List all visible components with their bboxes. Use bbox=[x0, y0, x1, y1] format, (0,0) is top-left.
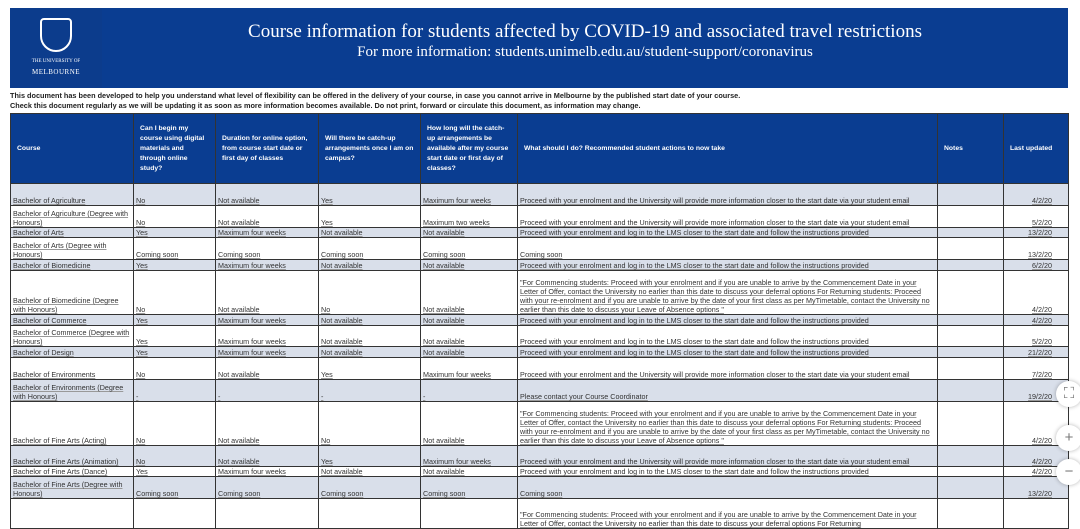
header-last-updated: Last updated bbox=[1004, 114, 1069, 184]
cell-online-study[interactable] bbox=[134, 499, 216, 529]
cell-notes[interactable] bbox=[938, 467, 1004, 477]
table-row bbox=[11, 499, 1069, 529]
cell-notes[interactable] bbox=[938, 260, 1004, 271]
cell-notes[interactable] bbox=[938, 315, 1004, 326]
table-row bbox=[11, 271, 1069, 315]
cell-recommended-action[interactable]: Proceed with your enrolment and log in to the LMS closer to the start date and follow the instructions provided bbox=[518, 260, 938, 271]
cell-catch-up[interactable]: Not available bbox=[319, 228, 421, 238]
cell-catch-up-duration[interactable]: Maximum four weeks bbox=[421, 184, 518, 206]
intro-line: Check this document regularly as we will be updating it as soon as more information becomes available. Do not print, forward or circulate this document, as information may change. bbox=[10, 101, 641, 110]
cell-catch-up-duration[interactable]: Not available bbox=[421, 326, 518, 347]
header-catch-up: Will there be catch-up arrangements once I am on campus? bbox=[319, 114, 421, 184]
header-online-study: Can I begin my course using digital materials and through online study? bbox=[134, 114, 216, 184]
cell-catch-up[interactable] bbox=[319, 499, 421, 529]
cell-online-duration[interactable]: Not available bbox=[216, 271, 319, 315]
logo-line1: THE UNIVERSITY OF bbox=[31, 59, 81, 64]
cell-recommended-action[interactable]: Proceed with your enrolment and the University will provide more information closer to the start date via your student email bbox=[518, 206, 938, 228]
logo-line2: MELBOURNE bbox=[31, 68, 81, 76]
header-notes: Notes bbox=[938, 114, 1004, 184]
zoom-out-button[interactable]: − bbox=[1056, 459, 1080, 485]
cell-catch-up[interactable]: Yes bbox=[319, 446, 421, 467]
table-row bbox=[11, 206, 1069, 228]
document-title: Course information for students affected by COVID-19 and associated travel restrictions bbox=[248, 21, 922, 42]
cell-online-duration[interactable]: Coming soon bbox=[216, 477, 319, 499]
cell-last-updated[interactable] bbox=[1004, 499, 1069, 529]
cell-catch-up-duration[interactable]: Not available bbox=[421, 347, 518, 358]
cell-catch-up-duration[interactable]: Not available bbox=[421, 260, 518, 271]
cell-catch-up[interactable]: - bbox=[319, 380, 421, 402]
cell-notes[interactable] bbox=[938, 206, 1004, 228]
intro-text bbox=[10, 91, 740, 111]
cell-notes[interactable] bbox=[938, 402, 1004, 446]
cell-online-duration[interactable]: - bbox=[216, 380, 319, 402]
cell-course[interactable]: Bachelor of Commerce bbox=[11, 315, 134, 326]
header-banner bbox=[10, 8, 1068, 88]
cell-catch-up[interactable]: Not available bbox=[319, 315, 421, 326]
cell-online-study[interactable]: Yes bbox=[134, 347, 216, 358]
cell-online-duration[interactable]: Maximum four weeks bbox=[216, 228, 319, 238]
cell-last-updated[interactable]: 4/2/20 bbox=[1004, 184, 1069, 206]
cell-catch-up[interactable]: Coming soon bbox=[319, 238, 421, 260]
table-row bbox=[11, 228, 1069, 238]
cell-notes[interactable] bbox=[938, 380, 1004, 402]
cell-catch-up[interactable]: Yes bbox=[319, 206, 421, 228]
cell-online-duration[interactable] bbox=[216, 499, 319, 529]
cell-last-updated[interactable]: 4/2/20 bbox=[1004, 315, 1069, 326]
course-table bbox=[10, 113, 1069, 529]
table-row bbox=[11, 347, 1069, 358]
cell-online-duration[interactable]: Not available bbox=[216, 402, 319, 446]
cell-recommended-action[interactable]: "For Commencing students: Proceed with your enrolment and if you are unable to arrive by the Commencement Date in your Letter of Offer, contact the University no earlier than this date to discuss your deferral options For Returning students: Proceed with your re-enrolment and if you are unable to arrive by the date of your first class as per MyTimetable, contact the University no earlier than this date to discuss your Leave of Absence options " bbox=[518, 402, 938, 446]
cell-recommended-action[interactable]: "For Commencing students: Proceed with your enrolment and if you are unable to arrive by the Commencement Date in your Letter of Offer, contact the University no earlier than this date to discuss your deferral options For Returning bbox=[518, 499, 938, 529]
cell-recommended-action[interactable]: "For Commencing students: Proceed with your enrolment and if you are unable to arrive by the Commencement Date in your Letter of Offer, contact the University no earlier than this date to discuss your deferral options For Returning students: Proceed with your re-enrolment and if you are unable to arrive by the date of your first class as per MyTimetable, contact the University no earlier than this date to discuss your Leave of Absence options " bbox=[518, 271, 938, 315]
cell-notes[interactable] bbox=[938, 358, 1004, 380]
cell-course[interactable]: Bachelor of Biomedicine (Degree with Honours) bbox=[11, 271, 134, 315]
cell-catch-up-duration[interactable]: Not available bbox=[421, 271, 518, 315]
cell-course[interactable]: Bachelor of Arts (Degree with Honours) bbox=[11, 238, 134, 260]
cell-recommended-action[interactable]: Proceed with your enrolment and log in to the LMS closer to the start date and follow the instructions provided bbox=[518, 467, 938, 477]
cell-online-study[interactable]: No bbox=[134, 446, 216, 467]
cell-online-study[interactable]: Yes bbox=[134, 315, 216, 326]
cell-course[interactable]: Bachelor of Biomedicine bbox=[11, 260, 134, 271]
cell-last-updated[interactable]: 5/2/20 bbox=[1004, 206, 1069, 228]
table-row bbox=[11, 467, 1069, 477]
cell-course[interactable]: Bachelor of Agriculture bbox=[11, 184, 134, 206]
table-row bbox=[11, 326, 1069, 347]
cell-online-duration[interactable]: Coming soon bbox=[216, 238, 319, 260]
cell-notes[interactable] bbox=[938, 228, 1004, 238]
document-subtitle: For more information: students.unimelb.edu.au/student-support/coronavirus bbox=[357, 44, 813, 60]
header-course: Course bbox=[11, 114, 134, 184]
cell-last-updated[interactable]: 6/2/20 bbox=[1004, 260, 1069, 271]
cell-catch-up[interactable]: Yes bbox=[319, 184, 421, 206]
cell-catch-up-duration[interactable]: Maximum four weeks bbox=[421, 358, 518, 380]
table-row bbox=[11, 184, 1069, 206]
cell-notes[interactable] bbox=[938, 347, 1004, 358]
cell-notes[interactable] bbox=[938, 326, 1004, 347]
table-row bbox=[11, 446, 1069, 467]
cell-online-study[interactable]: Yes bbox=[134, 260, 216, 271]
cell-notes[interactable] bbox=[938, 184, 1004, 206]
cell-online-study[interactable]: No bbox=[134, 402, 216, 446]
cell-course[interactable]: Bachelor of Design bbox=[11, 347, 134, 358]
cell-catch-up[interactable]: Not available bbox=[319, 347, 421, 358]
cell-catch-up-duration[interactable]: - bbox=[421, 380, 518, 402]
cell-online-study[interactable]: No bbox=[134, 206, 216, 228]
cell-catch-up[interactable]: No bbox=[319, 402, 421, 446]
cell-online-study[interactable]: - bbox=[134, 380, 216, 402]
cell-catch-up-duration[interactable] bbox=[421, 499, 518, 529]
table-row bbox=[11, 358, 1069, 380]
cell-last-updated[interactable]: 21/2/20 bbox=[1004, 347, 1069, 358]
cell-recommended-action[interactable]: Proceed with your enrolment and the University will provide more information closer to the start date via your student email bbox=[518, 446, 938, 467]
cell-online-duration[interactable]: Not available bbox=[216, 206, 319, 228]
cell-last-updated[interactable]: 13/2/20 bbox=[1004, 228, 1069, 238]
table-row bbox=[11, 380, 1069, 402]
cell-last-updated[interactable]: 7/2/20 bbox=[1004, 358, 1069, 380]
cell-course[interactable]: Bachelor of Environments (Degree with Honours) bbox=[11, 380, 134, 402]
cell-last-updated[interactable]: 13/2/20 bbox=[1004, 477, 1069, 499]
header-online-duration: Duration for online option, from course start date or first day of classes bbox=[216, 114, 319, 184]
cell-catch-up-duration[interactable]: Maximum two weeks bbox=[421, 206, 518, 228]
cell-notes[interactable] bbox=[938, 477, 1004, 499]
cell-catch-up[interactable]: Coming soon bbox=[319, 477, 421, 499]
cell-last-updated[interactable]: 4/2/20 bbox=[1004, 402, 1069, 446]
cell-online-study[interactable]: Yes bbox=[134, 228, 216, 238]
zoom-in-button[interactable]: + bbox=[1056, 425, 1080, 451]
header-recommended-action: What should I do? Recommended student actions to now take bbox=[518, 114, 938, 184]
cell-catch-up-duration[interactable]: Not available bbox=[421, 315, 518, 326]
cell-catch-up-duration[interactable]: Coming soon bbox=[421, 238, 518, 260]
cell-notes[interactable] bbox=[938, 238, 1004, 260]
cell-online-duration[interactable]: Maximum four weeks bbox=[216, 260, 319, 271]
cell-recommended-action[interactable]: Proceed with your enrolment and the University will provide more information closer to the start date via your student email bbox=[518, 358, 938, 380]
cell-recommended-action[interactable]: Please contact your Course Coordinator bbox=[518, 380, 938, 402]
cell-online-study[interactable]: Yes bbox=[134, 467, 216, 477]
cell-online-study[interactable]: Yes bbox=[134, 326, 216, 347]
cell-recommended-action[interactable]: Coming soon bbox=[518, 477, 938, 499]
table-row bbox=[11, 315, 1069, 326]
header-row bbox=[11, 114, 1069, 184]
cell-recommended-action[interactable]: Proceed with your enrolment and log in to the LMS closer to the start date and follow the instructions provided bbox=[518, 347, 938, 358]
cell-course[interactable]: Bachelor of Fine Arts (Dance) bbox=[11, 467, 134, 477]
cell-online-duration[interactable]: Maximum four weeks bbox=[216, 347, 319, 358]
cell-last-updated[interactable]: 5/2/20 bbox=[1004, 326, 1069, 347]
cell-online-duration[interactable]: Not available bbox=[216, 184, 319, 206]
cell-last-updated[interactable]: 19/2/20 bbox=[1004, 380, 1069, 402]
cell-last-updated[interactable]: 4/2/20 bbox=[1004, 271, 1069, 315]
university-logo bbox=[10, 8, 102, 88]
cell-catch-up[interactable]: Not available bbox=[319, 260, 421, 271]
cell-catch-up[interactable]: Not available bbox=[319, 326, 421, 347]
cell-recommended-action[interactable]: Proceed with your enrolment and log in to the LMS closer to the start date and follow the instructions provided bbox=[518, 326, 938, 347]
cell-last-updated[interactable]: 4/2/20 bbox=[1004, 467, 1069, 477]
intro-line: This document has been developed to help you understand what level of flexibility can be offered in the delivery of your course, in case you cannot arrive in Melbourne by the published start date of your course. bbox=[10, 91, 741, 100]
cell-online-duration[interactable]: Maximum four weeks bbox=[216, 326, 319, 347]
cell-notes[interactable] bbox=[938, 499, 1004, 529]
cell-catch-up[interactable]: Yes bbox=[319, 358, 421, 380]
cell-course[interactable]: Bachelor of Fine Arts (Degree with Honours) bbox=[11, 477, 134, 499]
cell-notes[interactable] bbox=[938, 446, 1004, 467]
cell-last-updated[interactable]: 4/2/20 bbox=[1004, 446, 1069, 467]
cell-course[interactable]: Bachelor of Environments bbox=[11, 358, 134, 380]
cell-course[interactable] bbox=[11, 499, 134, 529]
cell-last-updated[interactable]: 13/2/20 bbox=[1004, 238, 1069, 260]
cell-online-study[interactable]: Coming soon bbox=[134, 477, 216, 499]
cell-online-study[interactable]: No bbox=[134, 271, 216, 315]
cell-catch-up-duration[interactable]: Not available bbox=[421, 467, 518, 477]
cell-online-duration[interactable]: Not available bbox=[216, 446, 319, 467]
header-catch-up-duration: How long will the catch-up arrangements be available after my course start date or first day of classes? bbox=[421, 114, 518, 184]
cell-catch-up-duration[interactable]: Not available bbox=[421, 402, 518, 446]
cell-online-duration[interactable]: Not available bbox=[216, 358, 319, 380]
cell-course[interactable]: Bachelor of Agriculture (Degree with Honours) bbox=[11, 206, 134, 228]
cell-recommended-action[interactable]: Proceed with your enrolment and the University will provide more information closer to the start date via your student email bbox=[518, 184, 938, 206]
table-row bbox=[11, 260, 1069, 271]
cell-course[interactable]: Bachelor of Arts bbox=[11, 228, 134, 238]
cell-notes[interactable] bbox=[938, 271, 1004, 315]
cell-online-study[interactable]: No bbox=[134, 358, 216, 380]
cell-recommended-action[interactable]: Proceed with your enrolment and log in to the LMS closer to the start date and follow the instructions provided bbox=[518, 228, 938, 238]
cell-catch-up-duration[interactable]: Maximum four weeks bbox=[421, 446, 518, 467]
cell-catch-up-duration[interactable]: Coming soon bbox=[421, 477, 518, 499]
cell-catch-up[interactable]: Not available bbox=[319, 467, 421, 477]
fit-screen-button[interactable]: ⛶ bbox=[1056, 381, 1080, 407]
cell-course[interactable]: Bachelor of Fine Arts (Acting) bbox=[11, 402, 134, 446]
cell-online-study[interactable]: No bbox=[134, 184, 216, 206]
table-row bbox=[11, 402, 1069, 446]
cell-online-study[interactable]: Coming soon bbox=[134, 238, 216, 260]
cell-online-duration[interactable]: Maximum four weeks bbox=[216, 467, 319, 477]
table-row bbox=[11, 477, 1069, 499]
cell-course[interactable]: Bachelor of Fine Arts (Animation) bbox=[11, 446, 134, 467]
crest-icon bbox=[40, 18, 72, 52]
cell-recommended-action[interactable]: Proceed with your enrolment and log in to the LMS closer to the start date and follow the instructions provided bbox=[518, 315, 938, 326]
cell-catch-up-duration[interactable]: Not available bbox=[421, 228, 518, 238]
cell-course[interactable]: Bachelor of Commerce (Degree with Honours) bbox=[11, 326, 134, 347]
cell-recommended-action[interactable]: Coming soon bbox=[518, 238, 938, 260]
cell-online-duration[interactable]: Maximum four weeks bbox=[216, 315, 319, 326]
table-row bbox=[11, 238, 1069, 260]
cell-catch-up[interactable]: No bbox=[319, 271, 421, 315]
